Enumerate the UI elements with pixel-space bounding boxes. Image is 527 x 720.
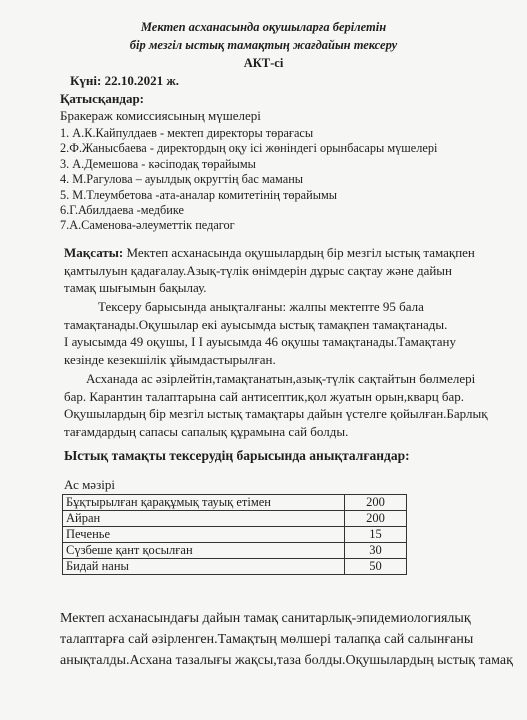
findings-paragraph-1	[64, 298, 456, 368]
commission-label: Бракераж комиссиясының мүшелері	[60, 108, 261, 123]
title-line-2: бір мезгіл ыстық тамақтың жағдайын тексеру	[129, 38, 398, 52]
menu-item-value: 50	[345, 559, 407, 575]
table-row	[63, 543, 407, 559]
title-line-1: Мектеп асханасында оқушыларға берілетін	[140, 20, 387, 34]
purpose-label: Мақсаты:	[64, 245, 124, 260]
members-list	[60, 126, 437, 234]
menu-item-name: Бидай наны	[63, 559, 345, 575]
menu-item-value: 30	[345, 543, 407, 559]
menu-label: Ас мәзірі	[64, 477, 115, 492]
purpose-line: тамақ шығымын бақылау.	[64, 280, 207, 295]
menu-item-value: 200	[345, 495, 407, 511]
menu-item-name: Сүзбеше қант қосылған	[63, 543, 345, 559]
findings-line: I ауысымда 49 оқушы, I I ауысымда 46 оқушы тамақтанады.Тамақтану	[64, 334, 456, 349]
title-line-3: АКТ-сі	[243, 56, 284, 70]
purpose-text: Мектеп асханасында оқушылардың бір мезгіл ыстық тамақпен	[123, 245, 475, 260]
purpose-line: қамтылуын қадағалау.Азық-түлік өнімдерін дұрыс сақтау және дайын	[64, 262, 452, 278]
menu-item-name: Бұқтырылған қарақұмық тауық етімен	[63, 495, 345, 511]
menu-item-name: Айран	[63, 511, 345, 527]
participants-label: Қатысқандар:	[60, 91, 145, 106]
conclusion-line: анықталды.Асхана тазалығы жақсы,таза болды.Оқушылардың ыстық тамақ	[60, 653, 513, 668]
findings-line: тағамдардың сапасы сапалық құрамына сай болды.	[64, 423, 349, 439]
findings-line: Оқушылардың бір мезгіл ыстық тамақтары дайын үстелге қойылған.Барлық	[64, 406, 488, 421]
findings-line: Тексеру барысында анықталғаны: жалпы мектепте 95 бала	[98, 299, 424, 314]
section-heading: Ыстық тамақты тексерудің барысында анықталғандар:	[64, 448, 410, 463]
member-item: 1. А.К.Кайпулдаев - мектеп директоры төрағасы	[60, 126, 314, 140]
findings-line: кезінде кезекшілік ұйымдастырылған.	[64, 351, 276, 367]
findings-paragraph-2	[64, 370, 488, 440]
member-item: 4. М.Рагулова – ауылдық округтің бас маманы	[60, 172, 304, 187]
date-label: Күні: 22.10.2021 ж.	[70, 73, 180, 88]
table-row	[63, 511, 407, 527]
findings-line: Асханада ас әзірлейтін,тамақтанатын,азық-түлік сақтайтын бөлмелері	[86, 371, 476, 386]
purpose-paragraph	[64, 244, 475, 297]
table-row	[63, 527, 407, 543]
menu-item-value: 15	[345, 527, 407, 543]
member-item: 3. А.Демешова - кәсіподақ төрайымы	[60, 156, 256, 171]
conclusion-line: Мектеп асханасындағы дайын тамақ санитарлық-эпидемиологиялық	[60, 611, 471, 626]
menu-item-name: Печенье	[63, 527, 345, 543]
menu-table	[62, 494, 407, 575]
menu-item-value: 200	[345, 511, 407, 527]
findings-line: тамақтанады.Оқушылар екі ауысымда ыстық тамақпен тамақтанады.	[64, 316, 448, 332]
member-item: 2.Ф.Жаныcбаева - директордың оқу ісі жөніндегі орынбасары мүшелері	[60, 141, 438, 156]
member-item: 7.А.Саменова-әлеуметтік педагог	[60, 218, 235, 233]
table-row	[63, 495, 407, 511]
findings-line: бар. Карантин талаптарына сай антисептик,қол жуатын орын,кварц бар.	[64, 388, 465, 404]
member-item: 6.Г.Абилдаева -медбике	[60, 203, 184, 218]
member-item: 5. М.Тлеумбетова -ата-аналар комитетінің төрайымы	[60, 187, 337, 202]
table-row	[63, 559, 407, 575]
conclusion-line: талаптарға сай әзірленген.Тамақтың мөлшері талапқа сай салынғаны	[60, 632, 474, 647]
conclusion-paragraph	[60, 608, 513, 671]
